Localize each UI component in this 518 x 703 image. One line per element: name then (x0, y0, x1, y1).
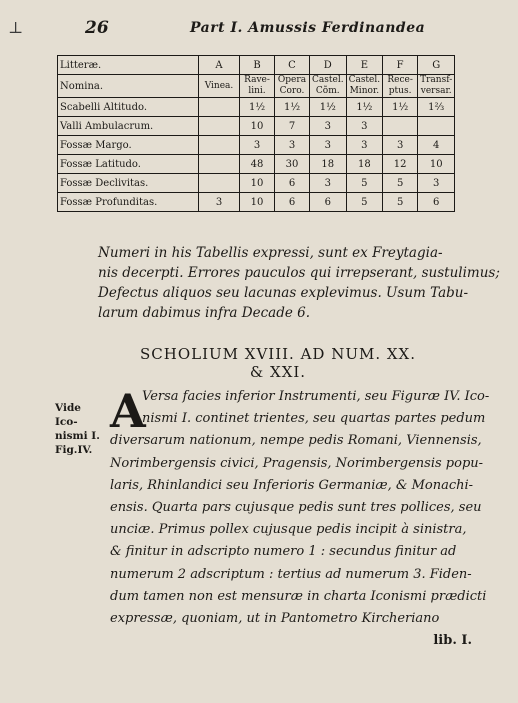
name-cell: Rave- lini. (240, 75, 275, 98)
body-line: nismi I. continet trientes, seu quartas partes pedum (142, 411, 486, 427)
value-cell: 1½ (346, 98, 383, 117)
name-cell: Opera Coro. (275, 75, 310, 98)
row-label: Fossæ Profunditas. (58, 193, 199, 212)
value-cell: 5 (383, 174, 418, 193)
value-cell (418, 117, 455, 136)
row-label: Scabelli Altitudo. (58, 98, 199, 117)
margin-mark: ⊥ (8, 18, 24, 37)
page-number: 26 (85, 18, 109, 38)
name-cell: Transf- versar. (418, 75, 455, 98)
value-cell: 1⅔ (418, 98, 455, 117)
value-cell: 5 (346, 174, 383, 193)
names-label: Nomina. (58, 75, 199, 98)
measurements-table (57, 55, 455, 212)
value-cell: 7 (275, 117, 310, 136)
value-cell: 1½ (240, 98, 275, 117)
body-line: numerum 2 adscriptum : tertius ad numerum 3. Fiden- (110, 566, 472, 582)
body-line: Versa facies inferior Instrumenti, seu Figuræ IV. Ico- (142, 389, 490, 404)
value-cell (199, 136, 240, 155)
value-cell (383, 117, 418, 136)
value-cell: 5 (383, 193, 418, 212)
body-line: ensis. Quarta pars cujusque pedis sunt tres pollices, seu (110, 500, 482, 516)
value-cell (199, 117, 240, 136)
note-line: Numeri in his Tabellis expressi, sunt ex Freytagia- (98, 245, 443, 261)
value-cell: 3 (240, 136, 275, 155)
body-paragraph (110, 386, 490, 652)
value-cell: 30 (275, 155, 310, 174)
table-header-letters (58, 56, 455, 75)
margin-note-line: nismi I. (55, 430, 100, 442)
scholium-line1: SCHOLIUM XVIII. AD NUM. XX. (139, 345, 417, 363)
value-cell: 3 (199, 193, 240, 212)
value-cell: 12 (383, 155, 418, 174)
page-header (0, 18, 518, 42)
running-title: Part I. Amussis Ferdinandea (190, 20, 426, 36)
letter-cell: F (383, 56, 418, 75)
table-row (58, 193, 455, 212)
row-label: Fossæ Latitudo. (58, 155, 199, 174)
row-label: Fossæ Declivitas. (58, 174, 199, 193)
value-cell: 10 (240, 117, 275, 136)
table-row (58, 174, 455, 193)
letter-cell: D (310, 56, 347, 75)
value-cell: 3 (346, 136, 383, 155)
value-cell: 3 (346, 117, 383, 136)
name-cell: Vinea. (199, 75, 240, 98)
value-cell: 18 (346, 155, 383, 174)
value-cell: 4 (418, 136, 455, 155)
row-label: Valli Ambulacrum. (58, 117, 199, 136)
value-cell: 3 (383, 136, 418, 155)
letter-cell: B (240, 56, 275, 75)
value-cell (199, 174, 240, 193)
scholium-line2: & XXI. (249, 363, 307, 381)
body-line: lib. I. (433, 633, 472, 649)
body-line: expressæ, quoniam, ut in Pantometro Kircheriano (110, 611, 440, 627)
value-cell: 6 (275, 193, 310, 212)
value-cell: 10 (240, 193, 275, 212)
scholium-heading (98, 345, 458, 381)
letter-cell: E (346, 56, 383, 75)
value-cell: 3 (310, 117, 347, 136)
value-cell: 3 (310, 136, 347, 155)
letter-cell: A (199, 56, 240, 75)
margin-note-line: Vide Ico- (55, 402, 81, 428)
body-line: laris, Rhinlandici seu Inferioris Germaniæ, & Monachi- (110, 477, 474, 493)
letters-label: Litteræ. (58, 56, 199, 75)
note-line: larum dabimus infra Decade 6. (98, 305, 310, 321)
table-header-names (58, 75, 455, 98)
table-row (58, 136, 455, 155)
row-label: Fossæ Margo. (58, 136, 199, 155)
table-row (58, 117, 455, 136)
value-cell: 48 (240, 155, 275, 174)
body-line: unciæ. Primus pollex cujusque pedis incipit à sinistra, (110, 522, 467, 538)
value-cell: 18 (310, 155, 347, 174)
name-cell: Castel. Minor. (346, 75, 383, 98)
value-cell: 6 (310, 193, 347, 212)
letter-cell: G (418, 56, 455, 75)
value-cell (199, 98, 240, 117)
body-line: Norimbergensis civici, Pragensis, Norimbergensis popu- (110, 455, 484, 471)
value-cell: 3 (310, 174, 347, 193)
value-cell: 1½ (383, 98, 418, 117)
note-line: nis decerpti. Errores pauculos qui irrepserant, sustulimus; (98, 265, 500, 281)
body-line: diversarum nationum, nempe pedis Romani, Viennensis, (110, 433, 482, 449)
body-line: dum tamen non est mensuræ in charta Iconismi prædicti (110, 588, 487, 604)
value-cell: 1½ (275, 98, 310, 117)
margin-note-line: Fig.IV. (55, 444, 93, 456)
drop-cap: A (110, 384, 146, 438)
value-cell: 10 (418, 155, 455, 174)
body-line: & finitur in adscripto numero 1 : secundus finitur ad (110, 544, 457, 560)
value-cell: 1½ (310, 98, 347, 117)
value-cell: 10 (240, 174, 275, 193)
note-line: Defectus aliquos seu lacunas explevimus. Usum Tabu- (98, 285, 469, 301)
table-row (58, 155, 455, 174)
value-cell: 3 (418, 174, 455, 193)
name-cell: Castel. Cõm. (310, 75, 347, 98)
table-note (98, 243, 500, 323)
value-cell: 6 (418, 193, 455, 212)
value-cell: 6 (275, 174, 310, 193)
margin-note (55, 401, 103, 457)
value-cell: 5 (346, 193, 383, 212)
name-cell: Rece- ptus. (383, 75, 418, 98)
table-row (58, 98, 455, 117)
value-cell (199, 155, 240, 174)
letter-cell: C (275, 56, 310, 75)
value-cell: 3 (275, 136, 310, 155)
